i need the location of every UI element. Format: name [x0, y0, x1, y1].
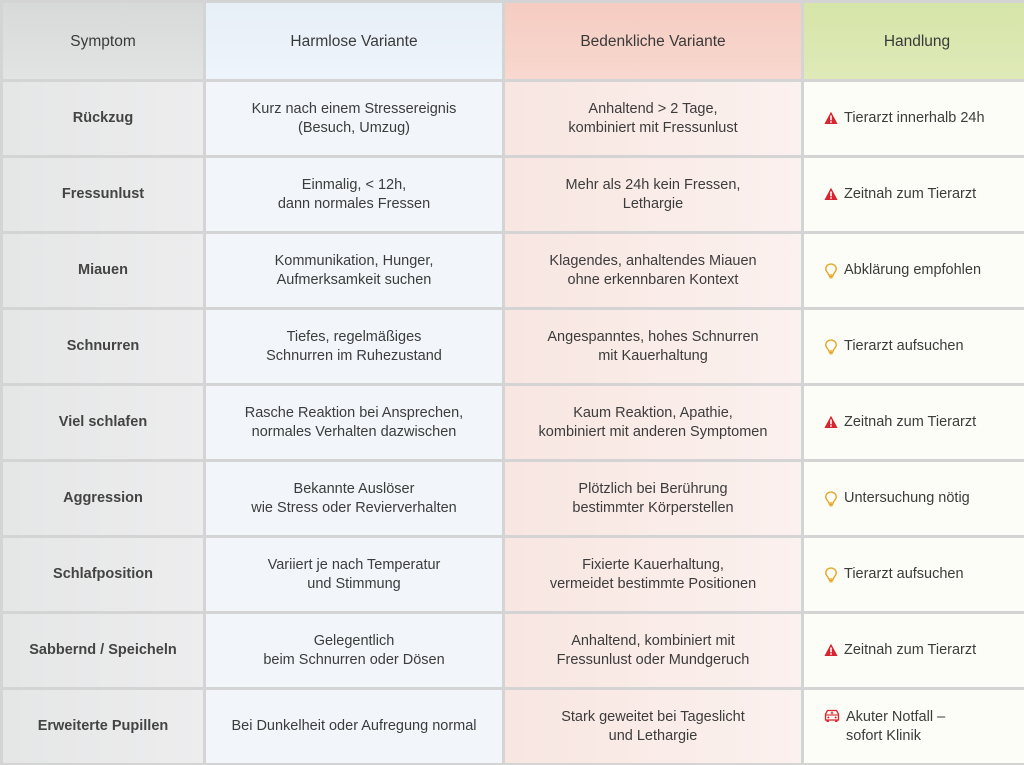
concerning-cell — [505, 462, 801, 535]
action-cell — [804, 82, 1024, 155]
concerning-cell — [505, 386, 801, 459]
harmless-text: Variiert je nach Temperatur und Stimmung — [267, 556, 441, 592]
header-harmless: Harmlose Variante — [206, 3, 502, 79]
harmless-text: Rasche Reaktion bei Ansprechen, normales Verhalten dazwischen — [244, 404, 464, 440]
action-text: Abklärung empfohlen — [844, 262, 982, 278]
concerning-text: Kaum Reaktion, Apathie, kombiniert mit anderen Symptomen — [538, 404, 768, 440]
action-cell — [804, 386, 1024, 459]
symptom-label: Schnurren — [66, 338, 140, 354]
harmless-cell — [206, 234, 502, 307]
warning-icon — [824, 643, 838, 659]
action-item — [824, 185, 976, 204]
warning-icon — [824, 187, 838, 203]
action-cell — [804, 462, 1024, 535]
harmless-cell — [206, 386, 502, 459]
symptom-cell — [3, 462, 203, 535]
concerning-text: Anhaltend, kombiniert mit Fressunlust oder Mundgeruch — [556, 632, 750, 668]
harmless-cell — [206, 538, 502, 611]
concerning-cell — [505, 82, 801, 155]
harmless-cell — [206, 614, 502, 687]
action-cell — [804, 234, 1024, 307]
concerning-cell — [505, 310, 801, 383]
action-item — [824, 413, 976, 432]
harmless-cell — [206, 462, 502, 535]
action-item — [824, 489, 970, 508]
harmless-text: Einmalig, < 12h, dann normales Fressen — [277, 176, 431, 212]
lightbulb-icon — [824, 339, 838, 355]
concerning-cell — [505, 690, 801, 763]
action-text: Zeitnah zum Tierarzt — [844, 414, 977, 430]
action-item — [824, 641, 976, 660]
symptom-label: Schlafposition — [53, 566, 153, 582]
concerning-text: Mehr als 24h kein Fressen, Lethargie — [565, 176, 741, 212]
action-text: Tierarzt aufsuchen — [844, 338, 964, 354]
action-text: Tierarzt innerhalb 24h — [844, 110, 985, 126]
symptom-label: Rückzug — [72, 110, 134, 126]
concerning-text: Fixierte Kauerhaltung, vermeidet bestimmte Positionen — [549, 556, 757, 592]
symptom-cell — [3, 386, 203, 459]
ambulance-icon — [824, 709, 840, 725]
symptom-label: Viel schlafen — [58, 414, 148, 430]
header-symptom: Symptom — [3, 3, 203, 79]
concerning-cell — [505, 538, 801, 611]
action-cell — [804, 538, 1024, 611]
action-text: Untersuchung nötig — [844, 490, 970, 506]
concerning-text: Stark geweitet bei Tageslicht und Lethargie — [561, 708, 745, 744]
symptom-cell — [3, 310, 203, 383]
harmless-text: Kommunikation, Hunger, Aufmerksamkeit suchen — [274, 252, 434, 288]
header-concerning: Bedenkliche Variante — [505, 3, 801, 79]
harmless-text: Bekannte Auslöser wie Stress oder Revierverhalten — [251, 480, 457, 516]
action-item — [824, 708, 945, 746]
symptom-cell — [3, 82, 203, 155]
harmless-cell — [206, 82, 502, 155]
action-text: Zeitnah zum Tierarzt — [844, 186, 977, 202]
header-action: Handlung — [804, 3, 1024, 79]
action-cell — [804, 310, 1024, 383]
concerning-cell — [505, 234, 801, 307]
symptom-label: Fressunlust — [61, 186, 145, 202]
harmless-text: Kurz nach einem Stressereignis (Besuch, Umzug) — [251, 100, 457, 136]
concerning-text: Anhaltend > 2 Tage, kombiniert mit Fressunlust — [568, 100, 738, 136]
action-cell — [804, 158, 1024, 231]
symptom-label: Miauen — [78, 262, 128, 278]
symptom-cell — [3, 158, 203, 231]
action-text: Zeitnah zum Tierarzt — [844, 642, 977, 658]
action-text: Tierarzt aufsuchen — [844, 566, 964, 582]
warning-icon — [824, 111, 838, 127]
symptom-cell — [3, 690, 203, 763]
lightbulb-icon — [824, 567, 838, 583]
action-text: Akuter Notfall – sofort Klinik — [846, 708, 946, 744]
harmless-cell — [206, 158, 502, 231]
symptom-label: Sabbernd / Speicheln — [29, 642, 177, 658]
lightbulb-icon — [824, 263, 838, 279]
symptom-label: Aggression — [63, 490, 143, 506]
concerning-cell — [505, 158, 801, 231]
harmless-text: Tiefes, regelmäßiges Schnurren im Ruhezustand — [266, 328, 442, 364]
symptom-label: Erweiterte Pupillen — [37, 718, 169, 734]
harmless-cell — [206, 690, 502, 763]
concerning-text: Angespanntes, hohes Schnurren mit Kauerhaltung — [547, 328, 759, 364]
concerning-text: Plötzlich bei Berührung bestimmter Körperstellen — [572, 480, 734, 516]
action-item — [824, 109, 985, 128]
action-item — [824, 337, 964, 356]
action-cell — [804, 614, 1024, 687]
action-item — [824, 565, 964, 584]
symptom-cell — [3, 234, 203, 307]
lightbulb-icon — [824, 491, 838, 507]
concerning-cell — [505, 614, 801, 687]
symptom-cell — [3, 614, 203, 687]
action-item — [824, 261, 981, 280]
concerning-text: Klagendes, anhaltendes Miauen ohne erkennbaren Kontext — [549, 252, 757, 288]
action-cell — [804, 690, 1024, 763]
harmless-cell — [206, 310, 502, 383]
harmless-text: Bei Dunkelheit oder Aufregung normal — [231, 718, 477, 734]
warning-icon — [824, 415, 838, 431]
symptom-cell — [3, 538, 203, 611]
harmless-text: Gelegentlich beim Schnurren oder Dösen — [263, 632, 445, 668]
